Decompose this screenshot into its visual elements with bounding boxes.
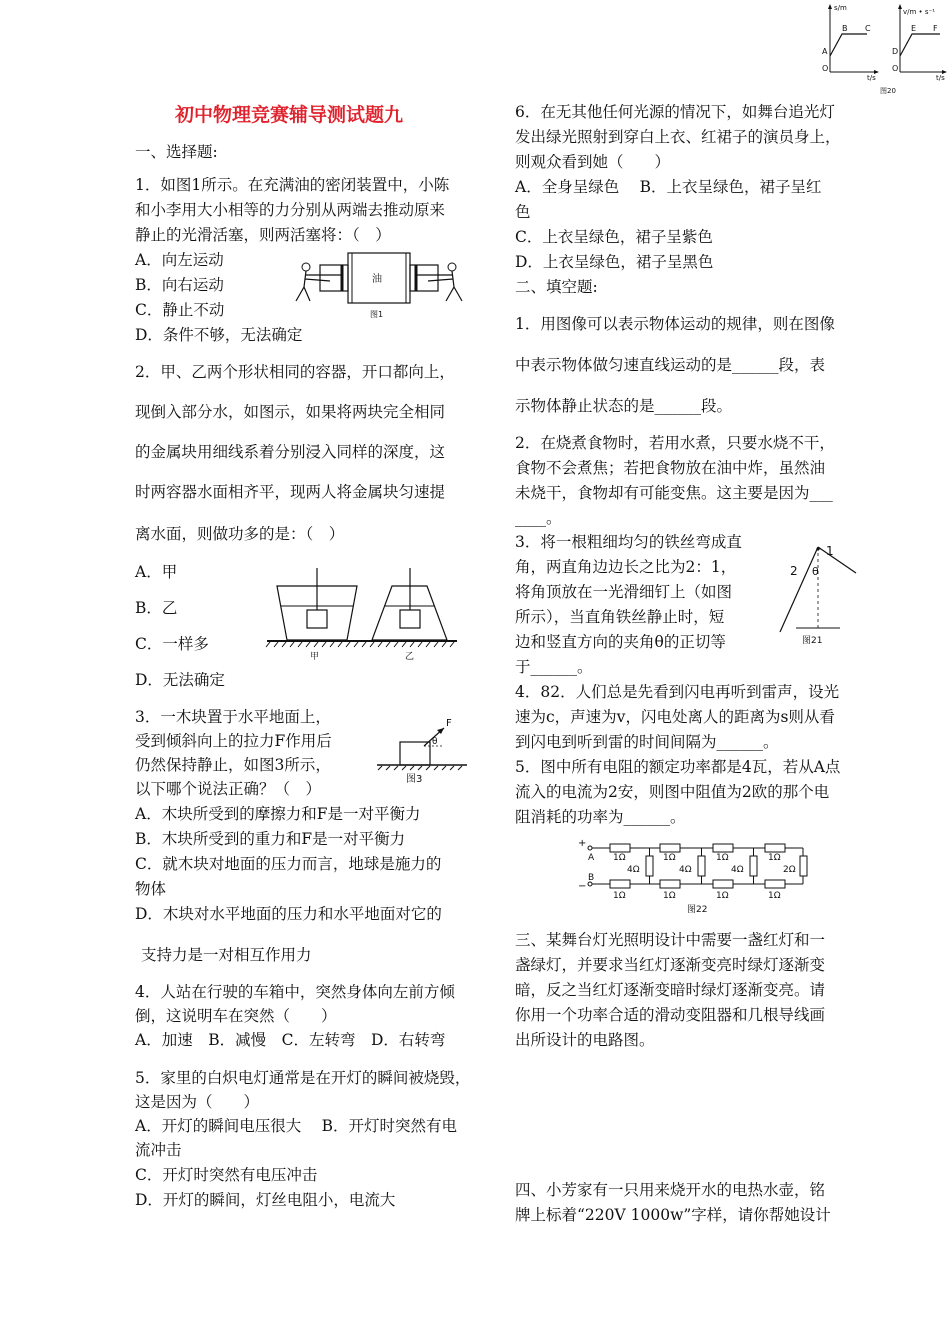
q6-option-ab-line1: A．全身呈绿色 B．上衣呈绿色，裙子呈红 — [515, 178, 822, 196]
figure-3-block — [372, 712, 472, 790]
sec3-line4: 你用一个功率合适的滑动变阻器和几根导线画 — [515, 1006, 826, 1024]
figure-3-theta-label: θ — [432, 737, 438, 747]
section-fill-heading: 二、填空题: — [515, 278, 598, 296]
fig22-r-top-4: 1Ω — [768, 853, 781, 863]
q6-option-d: D．上衣呈绿色，裙子呈黑色 — [515, 253, 714, 271]
fig21-label-1: 1 — [826, 544, 834, 558]
q6-option-c: C．上衣呈绿色，裙子呈紫色 — [515, 228, 713, 246]
q2-option-d: D．无法确定 — [135, 671, 225, 689]
f3-line2: 角，两直角边边长之比为2：1， — [515, 558, 737, 576]
q2-option-c: C．一样多 — [135, 635, 209, 653]
fig20-label-b: B — [842, 24, 848, 33]
q3-line4: 以下哪个说法正确？（ ） — [135, 780, 322, 798]
f1-line1: 1．用图像可以表示物体运动的规律，则在图像 — [515, 315, 835, 333]
f4-line1: 4．82．人们总是先看到闪电再听到雷声，设光 — [515, 683, 840, 701]
sec3-line3: 暗，反之当红灯逐渐变暗时绿灯逐渐变亮。请 — [515, 981, 826, 999]
sec3-line1: 三、某舞台灯光照明设计中需要一盏红灯和一 — [515, 931, 826, 949]
q3-option-a: A．木块所受到的摩擦力和F是一对平衡力 — [135, 805, 421, 823]
q5-option-c: C．开灯时突然有电压冲击 — [135, 1166, 318, 1184]
f3-line3: 将角顶放在一光滑细钉上（如图 — [515, 583, 733, 601]
fig20-label-o-1: O — [822, 64, 829, 73]
figure-1-svg — [290, 245, 470, 323]
f3-line4: 所示），当直角铁丝静止时，短 — [515, 608, 725, 626]
figure-21-bent-wire — [772, 535, 862, 645]
q3-option-c-line1: C．就木块对地面的压力而言，地球是施力的 — [135, 855, 442, 873]
fig20-s-axis-label: s/m — [834, 4, 847, 12]
fig22-r-bot-4: 1Ω — [768, 891, 781, 901]
q3-option-b: B．木块所受到的重力和F是一对平衡力 — [135, 830, 406, 848]
q3-option-d-line2: 支持力是一对相互作用力 — [141, 946, 312, 964]
figure-3-force-label: F — [446, 718, 452, 729]
q5-option-ab-line1: A．开灯的瞬间电压很大 B．开灯时突然有电 — [135, 1117, 458, 1135]
q4-options: A．加速 B．减慢 C．左转弯 D．右转弯 — [135, 1031, 446, 1049]
fig20-label-e: E — [911, 24, 917, 33]
fig20-label-c: C — [865, 24, 871, 33]
q1-line1: 1．如图1所示。在充满油的密闭装置中，小陈 — [135, 176, 450, 194]
figure-2-svg — [262, 568, 462, 663]
fig22-r-bot-1: 1Ω — [613, 891, 626, 901]
fig22-plus: + — [578, 838, 587, 849]
q4-line2: 倒，这说明车在突然（ ） — [135, 1007, 337, 1025]
q6-line3: 则观众看到她（ ） — [515, 153, 671, 171]
fig21-caption: 图21 — [802, 636, 823, 645]
figure-20-graphs — [815, 0, 950, 98]
q2-option-b: B．乙 — [135, 599, 178, 617]
fig21-label-theta: θ — [812, 565, 819, 578]
f5-line2: 流入的电流为2安，则图中阻值为2欧的那个电 — [515, 783, 830, 801]
figure-21-svg — [772, 535, 862, 645]
fig22-r-mid-2: 4Ω — [679, 865, 692, 875]
fig20-label-d: D — [892, 47, 899, 56]
fig20-t-axis-label-1: t/s — [867, 74, 876, 82]
f2-line4: ____。 — [515, 509, 562, 527]
q1-option-a: A．向左运动 — [135, 251, 224, 269]
figure-22-resistor-network — [575, 836, 815, 916]
q2-option-a: A．甲 — [135, 563, 178, 581]
section-choice-heading: 一、选择题: — [135, 143, 218, 161]
figure-2-containers — [262, 568, 462, 663]
sec3-line5: 出所设计的电路图。 — [515, 1031, 655, 1049]
q3-line1: 3．一木块置于水平地面上， — [135, 708, 331, 726]
q5-line2: 这是因为（ ） — [135, 1093, 260, 1111]
q1-option-c: C．静止不动 — [135, 301, 225, 319]
q3-line2: 受到倾斜向上的拉力F作用后 — [135, 732, 332, 750]
fig21-label-2: 2 — [790, 564, 798, 578]
q1-line3: 静止的光滑活塞，则两活塞将：（ ） — [135, 226, 391, 244]
fig20-t-axis-label-2: t/s — [936, 74, 945, 82]
figure-2-label-yi: 乙 — [405, 652, 415, 662]
f3-line1: 3．将一根粗细均匀的铁丝弯成直 — [515, 533, 742, 551]
sec3-line2: 盏绿灯，并要求当红灯逐渐变亮时绿灯逐渐变 — [515, 956, 826, 974]
q2-line3: 的金属块用细线系着分别浸入同样的深度，这 — [135, 443, 446, 461]
q1-option-b: B．向右运动 — [135, 276, 224, 294]
figure-1-caption: 图1 — [370, 310, 384, 319]
q2-line5: 离水面，则做功多的是：（ ） — [135, 525, 345, 543]
figure-2-label-jia: 甲 — [310, 652, 320, 662]
fig20-label-f: F — [933, 24, 938, 33]
f1-line2: 中表示物体做匀速直线运动的是______段，表 — [515, 356, 826, 374]
figure-3-svg — [372, 712, 472, 790]
q4-line1: 4．人站在行驶的车箱中，突然身体向左前方倾 — [135, 983, 455, 1001]
fig22-label-a: A — [588, 853, 595, 863]
q3-option-c-line2: 物体 — [135, 880, 167, 898]
fig22-r-mid-1: 4Ω — [627, 865, 640, 875]
figure-22-svg — [575, 836, 815, 916]
fig22-r-bot-2: 1Ω — [663, 891, 676, 901]
q1-option-d: D．条件不够，无法确定 — [135, 326, 303, 344]
sec4-line2: 牌上标着“220V 1000w”字样，请你帮她设计 — [515, 1206, 831, 1224]
q2-line2: 现倒入部分水，如图示，如果将两块完全相同 — [135, 403, 446, 421]
fig22-minus: − — [578, 881, 587, 892]
q5-option-d: D．开灯的瞬间，灯丝电阻小，电流大 — [135, 1191, 396, 1209]
f2-line1: 2．在烧煮食物时，若用水煮，只要水烧不干， — [515, 434, 835, 452]
fig22-r-mid-3: 4Ω — [731, 865, 744, 875]
fig22-label-b: B — [588, 873, 595, 883]
fig22-r-mid-4: 2Ω — [783, 865, 796, 875]
f2-line2: 食物不会煮焦；若把食物放在油中炸，虽然油 — [515, 459, 826, 477]
fig20-v-axis-label: v/m • s⁻¹ — [903, 8, 936, 16]
fig22-r-bot-3: 1Ω — [716, 891, 729, 901]
figure-3-caption: 图3 — [406, 774, 423, 785]
fig20-caption: 图20 — [880, 87, 896, 95]
q1-line2: 和小李用大小相等的力分别从两端去推动原来 — [135, 201, 446, 219]
q5-option-ab-line2: 流冲击 — [135, 1141, 182, 1159]
f3-line5: 边和竖直方向的夹角θ的正切等 — [515, 633, 726, 651]
q3-option-d-line1: D．木块对水平地面的压力和水平地面对它的 — [135, 905, 442, 923]
fig22-caption: 图22 — [687, 905, 708, 915]
q3-line3: 仍然保持静止，如图3所示， — [135, 756, 331, 774]
figure-1-oil-label: 油 — [372, 274, 382, 285]
q2-line1: 2．甲、乙两个形状相同的容器，开口都向上， — [135, 363, 455, 381]
figure-20-svg — [815, 0, 950, 98]
figure-1-oil-device — [290, 245, 470, 323]
f4-line2: 速为c，声速为v，闪电处离人的距离为s则从看 — [515, 708, 835, 726]
fig20-label-a: A — [822, 47, 828, 56]
f5-line1: 5．图中所有电阻的额定功率都是4瓦，若从A点 — [515, 758, 841, 776]
fig22-r-top-2: 1Ω — [663, 853, 676, 863]
q6-option-ab-line2: 色 — [515, 203, 531, 221]
f5-line3: 阻消耗的功率为______。 — [515, 808, 686, 826]
f2-line3: 未烧干，食物却有可能变焦。这主要是因为___ — [515, 484, 833, 502]
f3-line6: 于______。 — [515, 658, 593, 676]
sec4-line1: 四、小芳家有一只用来烧开水的电热水壶，铭 — [515, 1181, 826, 1199]
fig22-r-top-1: 1Ω — [613, 853, 626, 863]
q6-line2: 发出绿光照射到穿白上衣、红裙子的演员身上， — [515, 128, 841, 146]
q2-line4: 时两容器水面相齐平，现两人将金属块匀速提 — [135, 483, 446, 501]
f1-line3: 示物体静止状态的是______段。 — [515, 397, 733, 415]
page-title: 初中物理竞赛辅导测试题九 — [175, 104, 404, 126]
fig22-r-top-3: 1Ω — [716, 853, 729, 863]
q5-line1: 5．家里的白炽电灯通常是在开灯的瞬间被烧毁， — [135, 1069, 471, 1087]
q6-line1: 6．在无其他任何光源的情况下，如舞台追光灯 — [515, 103, 835, 121]
fig20-label-o-2: O — [892, 64, 899, 73]
f4-line3: 到闪电到听到雷的时间间隔为______。 — [515, 733, 779, 751]
